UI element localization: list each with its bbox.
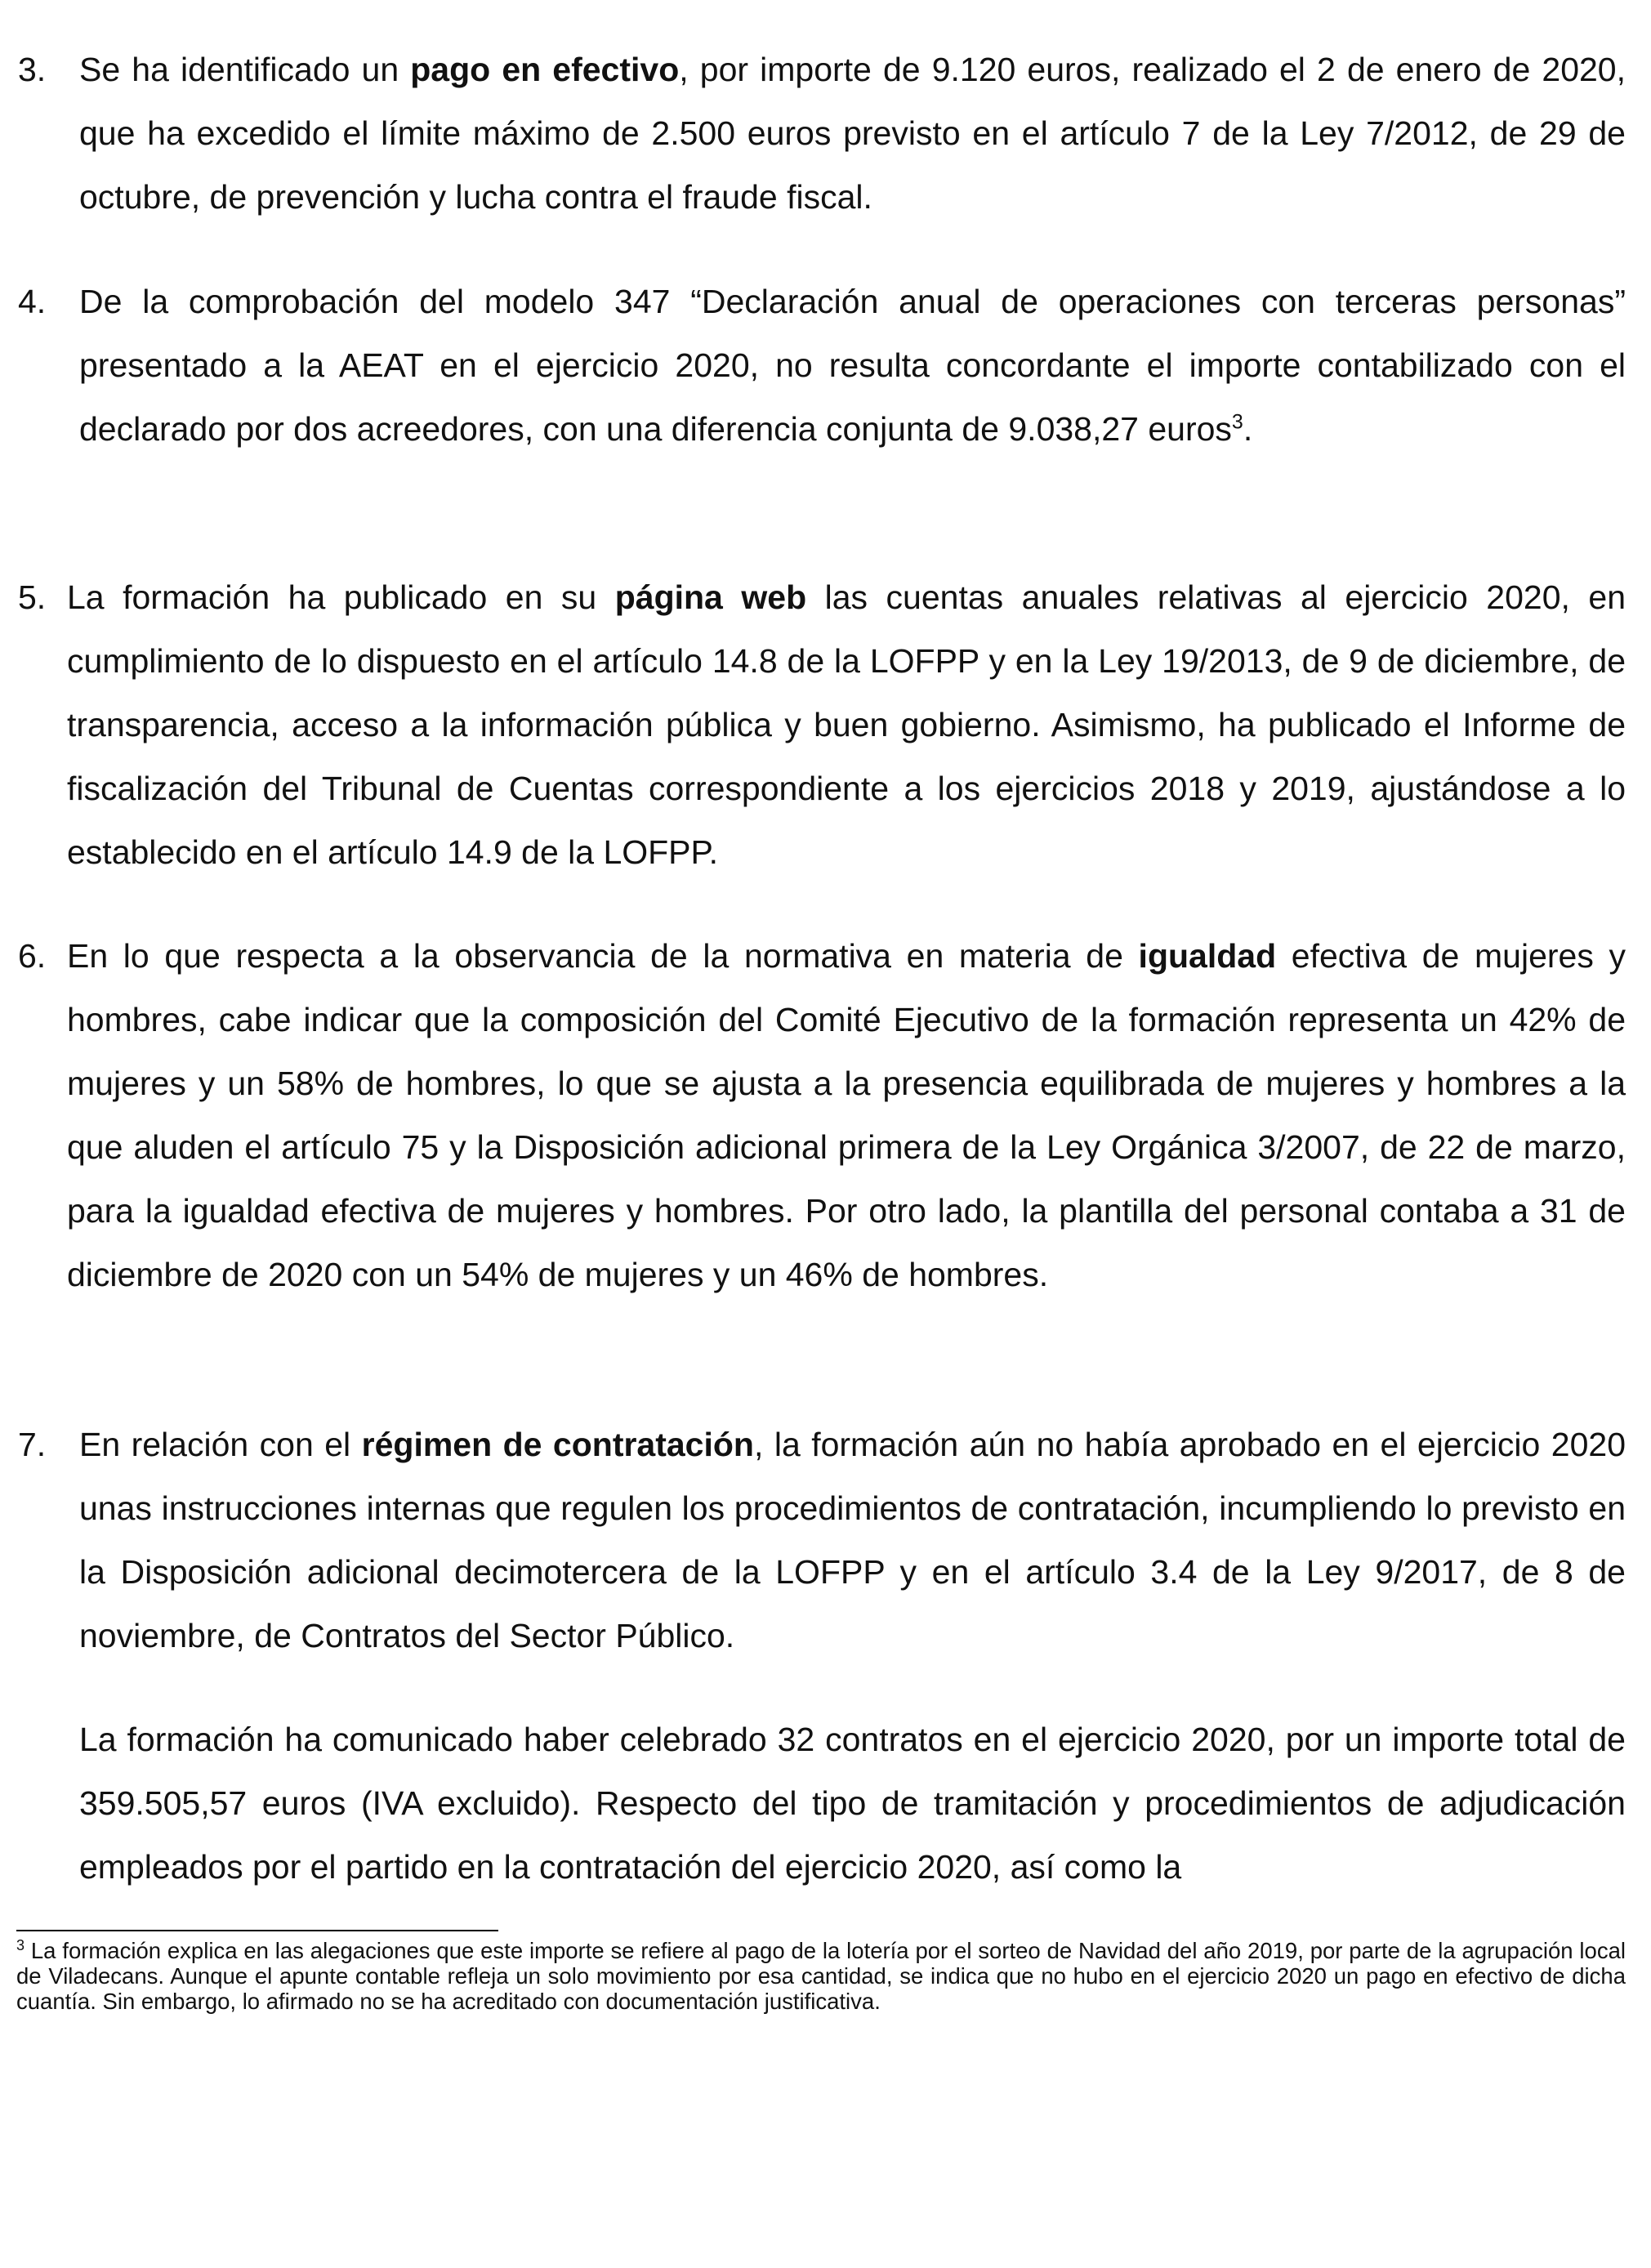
item-number: 7. (18, 1426, 47, 1463)
bold-phrase: pago en efectivo (410, 51, 680, 88)
footnote (16, 1938, 1626, 2014)
item-number: 6. (18, 937, 47, 975)
item-paragraph: Se ha identificado un pago en efectivo, por importe de 9.120 euros, realizado el 2 de enero de 2020, que ha excedido el límite máximo de 2.500 euros previsto en el artículo 7 de la Ley 7/2012, de 29 de octubre, de prevención y lucha contra el fraude fiscal. (79, 51, 1626, 216)
item-number: 5. (18, 578, 47, 616)
item-number: 3. (18, 51, 47, 88)
footnote-mark: 3 (16, 1936, 25, 1953)
footnote-separator (16, 1930, 498, 1931)
item-paragraph: En relación con el régimen de contratación, la formación aún no había aprobado en el ejercicio 2020 unas instrucciones internas que regulen los procedimientos de contratación, incumpliendo lo previsto en la Disposición adicional decimotercera de la LOFPP y en el artículo 3.4 de la Ley 9/2017, de 8 de noviembre, de Contratos del Sector Público. (79, 1426, 1626, 1654)
bold-phrase: régimen de contratación (361, 1426, 754, 1463)
footnote-text: La formación explica en las alegaciones que este importe se refiere al pago de la lotería por el sorteo de Navidad del año 2019, por parte de la agrupación local de Viladecans. Aunque el apunte contable refleja un solo movimiento por esa cantidad, se indica que no hubo en el ejercicio 2020 un pago en efectivo de dicha cuantía. Sin embargo, lo afirmado no se ha acreditado con documentación justificativa. (16, 1938, 1626, 2014)
item-paragraph: La formación ha publicado en su página web las cuentas anuales relativas al ejercicio 2020, en cumplimiento de lo dispuesto en el artículo 14.8 de la LOFPP y en la Ley 19/2013, de 9 de diciembre, de transparencia, acceso a la información pública y buen gobierno. Asimismo, ha publicado el Informe de fiscalización del Tribunal de Cuentas correspondiente a los ejercicios 2018 y 2019, ajustándose a lo establecido en el artículo 14.9 de la LOFPP. (67, 578, 1626, 871)
item-paragraph: En lo que respecta a la observancia de la normativa en materia de igualdad efectiva de mujeres y hombres, cabe indicar que la composición del Comité Ejecutivo de la formación representa un 42% de mujeres y un 58% de hombres, lo que se ajusta a la presencia equilibrada de mujeres y hombres a la que aluden el artículo 75 y la Disposición adicional primera de la Ley Orgánica 3/2007, de 22 de marzo, para la igualdad efectiva de mujeres y hombres. Por otro lado, la plantilla del personal contaba a 31 de diciembre de 2020 con un 54% de mujeres y un 46% de hombres. (67, 937, 1626, 1293)
bold-phrase: igualdad (1138, 937, 1277, 975)
continuation-paragraph: La formación ha comunicado haber celebrado 32 contratos en el ejercicio 2020, por un importe total de 359.505,57 euros (IVA excluido). Respecto del tipo de tramitación y procedimientos de adjudicación empleados por el partido en la contratación del ejercicio 2020, así como la (79, 1721, 1626, 1886)
item-paragraph: De la comprobación del modelo 347 “Declaración anual de operaciones con terceras personas” presentado a la AEAT en el ejercicio 2020, no resulta concordante el importe contabilizado con el declarado por dos acreedores, con una diferencia conjunta de 9.038,27 euros$^3$. (79, 283, 1626, 448)
item-number: 4. (18, 283, 47, 320)
footnote-reference[interactable]: 3 (1231, 410, 1243, 434)
bold-phrase: página web (614, 578, 807, 616)
